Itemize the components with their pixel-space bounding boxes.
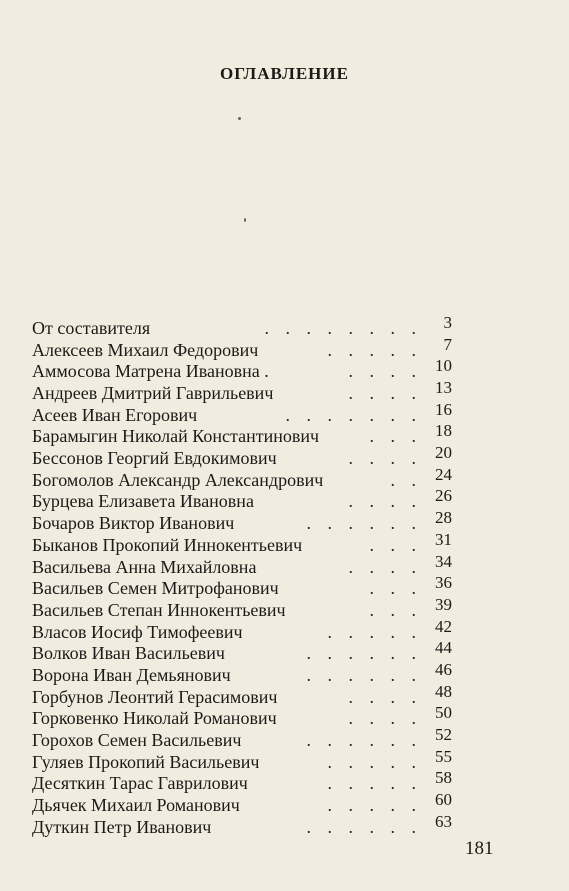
toc-entry-name: Быканов Прокопий Иннокентьевич [32, 534, 303, 555]
toc-dot-leader: . . . [369, 426, 422, 447]
print-speck [244, 218, 246, 222]
toc-dot-leader: . . . . . . [306, 816, 422, 837]
toc-entry-name: Власов Иосиф Тимофеевич [32, 621, 243, 642]
toc-entry [32, 529, 452, 557]
toc-dot-leader: . . . . . [327, 795, 422, 816]
toc-entry-name: Дуткин Петр Иванович [32, 816, 212, 837]
toc-entry-name: Васильев Степан Иннокентьевич [32, 599, 286, 620]
toc-entry-name: Бурцева Елизавета Ивановна [32, 491, 254, 512]
toc-entry-name: Барамыгин Николай Константинович [32, 426, 320, 447]
toc-dot-leader: . . . . [348, 383, 422, 404]
toc-entry [32, 638, 452, 665]
toc-entry [32, 790, 452, 817]
toc-dot-leader: . . . . . . . . [264, 317, 422, 338]
toc-dot-leader: . . . . . . [306, 513, 422, 534]
print-speck [238, 117, 241, 120]
page-number: 181 [465, 838, 494, 859]
toc-entry-page: 42 [435, 616, 452, 636]
toc-entry [32, 703, 452, 730]
toc-entry [32, 746, 452, 774]
toc-entry-name: Десяткин Тарас Гаврилович [32, 773, 248, 794]
toc-entry-name: Андреев Дмитрий Гаврильевич [32, 383, 274, 404]
toc-entry-page: 36 [435, 573, 452, 593]
toc-entry-page: 28 [435, 508, 452, 528]
toc-entry [32, 356, 452, 383]
toc-dot-leader: . . . . [348, 448, 422, 469]
toc-entry-name: Асеев Иван Егорович [32, 404, 198, 425]
toc-entry-page: 50 [435, 703, 452, 723]
toc-dot-leader: . . . . . . [306, 664, 422, 685]
toc-entry-name: Богомолов Александр Александрович [32, 469, 324, 490]
toc-entry-name: Гуляев Прокопий Васильевич [32, 751, 260, 772]
toc-entry-page: 31 [435, 529, 452, 549]
toc-entry [32, 508, 452, 535]
toc-entry-name: Дьячек Михаил Романович [32, 795, 240, 816]
toc-entry-name: Горохов Семен Васильевич [32, 730, 242, 751]
toc-entry [32, 312, 452, 340]
toc-entry-page: 10 [435, 356, 452, 376]
toc-entry [32, 443, 452, 470]
toc-dot-leader: . . . [369, 599, 422, 620]
toc-entry-page: 24 [435, 464, 452, 484]
toc-entry-name: Ворона Иван Демьянович [32, 664, 231, 685]
toc-entry-page: 52 [435, 725, 452, 745]
toc-entry-page: 26 [435, 486, 452, 506]
toc-entry-page: 39 [435, 594, 452, 614]
toc-dot-leader: . . . . . . . [285, 404, 422, 425]
toc-entry [32, 464, 452, 492]
toc-entry-page: 55 [435, 746, 452, 766]
toc-entry [32, 659, 452, 687]
toc-entry [32, 486, 452, 514]
toc-entry [32, 399, 452, 427]
toc-entry-name: Горбунов Леонтий Герасимович [32, 686, 278, 707]
toc-entry-page: 46 [435, 659, 452, 679]
toc-dot-leader: . . . [369, 534, 422, 555]
toc-entry-name: Горковенко Николай Романович [32, 708, 277, 729]
toc-entry [32, 594, 452, 622]
toc-dot-leader: . . . . [348, 491, 422, 512]
toc-entry-page: 34 [435, 551, 452, 571]
toc-entry [32, 768, 452, 795]
toc-entry [32, 811, 452, 839]
toc-entry-page: 63 [435, 811, 452, 831]
toc-entry [32, 725, 452, 752]
toc-entry-name: Аммосова Матрена Ивановна . [32, 361, 269, 382]
toc-entry-name: Бочаров Виктор Иванович [32, 513, 235, 534]
toc-dot-leader: . . . . . [327, 773, 422, 794]
toc-entry-page: 16 [435, 399, 452, 419]
toc-entry [32, 334, 452, 362]
toc-entry [32, 681, 452, 709]
toc-entry [32, 551, 452, 579]
toc-dot-leader: . . . . . . [306, 643, 422, 664]
toc-entry-name: Васильев Семен Митрофанович [32, 578, 279, 599]
toc-dot-leader: . . . . [348, 686, 422, 707]
table-of-contents [32, 312, 452, 839]
toc-dot-leader: . . . . [348, 556, 422, 577]
toc-entry-page: 7 [443, 334, 452, 354]
toc-entry-page: 60 [435, 790, 452, 810]
toc-entry [32, 378, 452, 405]
toc-dot-leader: . . . . [348, 361, 422, 382]
toc-entry [32, 421, 452, 448]
toc-entry-name: Алексеев Михаил Федорович [32, 339, 259, 360]
page-title: ОГЛАВЛЕНИЕ [220, 64, 349, 83]
toc-dot-leader: . . . . . [327, 621, 422, 642]
toc-entry-name: Бессонов Георгий Евдокимович [32, 448, 277, 469]
toc-dot-leader: . . . . . [327, 339, 422, 360]
toc-entry-name: От составителя [32, 317, 151, 338]
toc-entry [32, 616, 452, 644]
toc-dot-leader: . . . . [348, 708, 422, 729]
toc-entry-name: Васильева Анна Михайловна [32, 556, 257, 577]
toc-entry-page: 58 [435, 768, 452, 788]
toc-entry-page: 18 [435, 421, 452, 441]
toc-entry [32, 573, 452, 600]
toc-entry-page: 20 [435, 443, 452, 463]
toc-dot-leader: . . [390, 469, 422, 490]
toc-dot-leader: . . . [369, 578, 422, 599]
toc-entry-page: 13 [435, 378, 452, 398]
toc-entry-page: 48 [435, 681, 452, 701]
toc-entry-name: Волков Иван Васильевич [32, 643, 225, 664]
toc-dot-leader: . . . . . [327, 751, 422, 772]
toc-entry-page: 44 [435, 638, 452, 658]
toc-dot-leader: . . . . . . [306, 730, 422, 751]
toc-entry-page: 3 [443, 312, 452, 332]
